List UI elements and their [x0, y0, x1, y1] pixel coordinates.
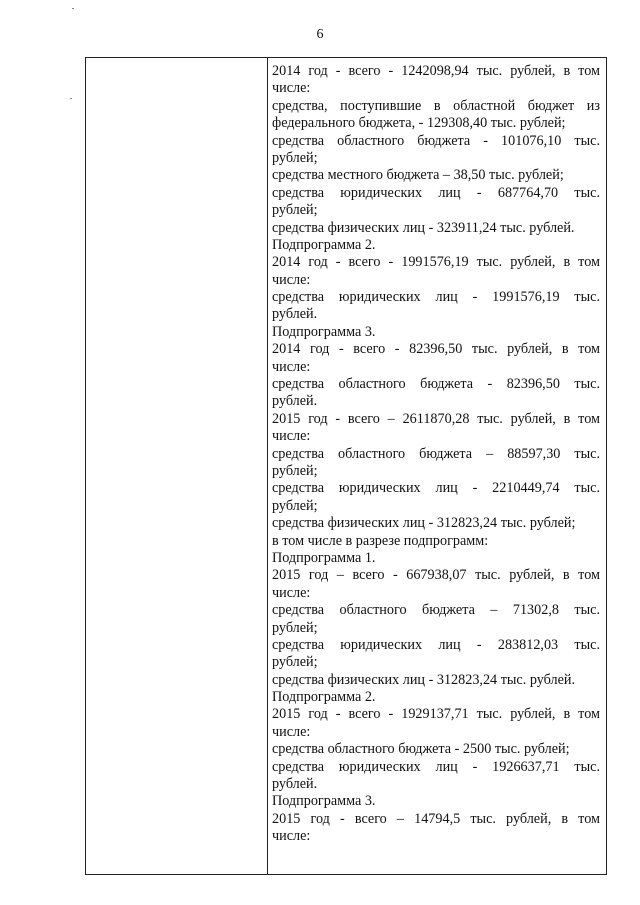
table-left-cell — [86, 58, 268, 874]
text-line: средства областного бюджета - 101076,10 тыс. — [272, 132, 600, 149]
text-line: 2015 год – всего - 667938,07 тыс. рублей, в том — [272, 567, 600, 584]
text-line: числе: — [272, 828, 311, 845]
text-line: рублей. — [272, 776, 318, 793]
text-line: средства юридических лиц - 1926637,71 тыс. — [272, 758, 600, 775]
text-line: числе: — [272, 428, 311, 445]
text-line: средства областного бюджета – 88597,30 тыс. — [272, 445, 600, 462]
funding-table — [85, 57, 607, 875]
text-line: рублей. — [272, 393, 318, 410]
text-line: средства физических лиц - 323911,24 тыс. рублей. — [272, 219, 575, 236]
funding-text-cell — [272, 63, 600, 846]
text-line: 2014 год - всего - 82396,50 тыс. рублей, в том — [272, 341, 600, 358]
text-line: рублей. — [272, 306, 318, 323]
text-line: числе: — [272, 358, 311, 375]
text-line: Подпрограмма 2. — [272, 236, 376, 253]
text-line: рублей; — [272, 149, 318, 166]
text-line: средства юридических лиц - 687764,70 тыс. — [272, 184, 600, 201]
text-line: Подпрограмма 3. — [272, 793, 376, 810]
text-line: 2015 год - всего – 2611870,28 тыс. рублей, в том — [272, 410, 600, 427]
text-line: средства физических лиц - 312823,24 тыс. рублей; — [272, 515, 576, 532]
text-line: числе: — [272, 584, 311, 601]
text-line: рублей; — [272, 462, 318, 479]
text-line: в том числе в разрезе подпрограмм: — [272, 532, 489, 549]
text-line: средства областного бюджета - 82396,50 тыс. — [272, 376, 600, 393]
text-line: числе: — [272, 271, 311, 288]
text-line: 2014 год - всего - 1242098,94 тыс. рублей, в том — [272, 63, 600, 79]
text-line: средства физических лиц - 312823,24 тыс. рублей. — [272, 671, 576, 688]
text-line: числе: — [272, 723, 311, 740]
text-line: рублей; — [272, 654, 318, 671]
text-line: рублей; — [272, 619, 318, 636]
text-line: средства областного бюджета - 2500 тыс. рублей; — [272, 741, 570, 758]
text-line: рублей; — [272, 497, 318, 514]
text-line: 2014 год - всего - 1991576,19 тыс. рублей, в том — [272, 254, 600, 271]
text-line: средства областного бюджета – 71302,8 тыс. — [272, 602, 600, 619]
text-line: средства юридических лиц - 2210449,74 тыс. — [272, 480, 600, 497]
text-line: рублей; — [272, 202, 318, 219]
text-line: Подпрограмма 1. — [272, 549, 376, 566]
text-line: Подпрограмма 2. — [272, 689, 376, 706]
text-line: 2015 год - всего - 1929137,71 тыс. рублей, в том — [272, 706, 600, 723]
text-line: 2015 год - всего – 14794,5 тыс. рублей, в том — [272, 810, 600, 827]
text-line: числе: — [272, 80, 311, 97]
text-line: средства местного бюджета – 38,50 тыс. рублей; — [272, 167, 564, 184]
text-line: федерального бюджета, - 129308,40 тыс. рублей; — [272, 115, 566, 132]
scan-speck — [70, 98, 72, 99]
text-line: средства, поступившие в областной бюджет из — [272, 97, 600, 114]
text-line: средства юридических лиц - 283812,03 тыс. — [272, 636, 600, 653]
text-line: средства юридических лиц - 1991576,19 тыс. — [272, 289, 600, 306]
page-number: 6 — [316, 27, 324, 42]
text-line: Подпрограмма 3. — [272, 323, 376, 340]
scan-speck — [72, 8, 74, 9]
